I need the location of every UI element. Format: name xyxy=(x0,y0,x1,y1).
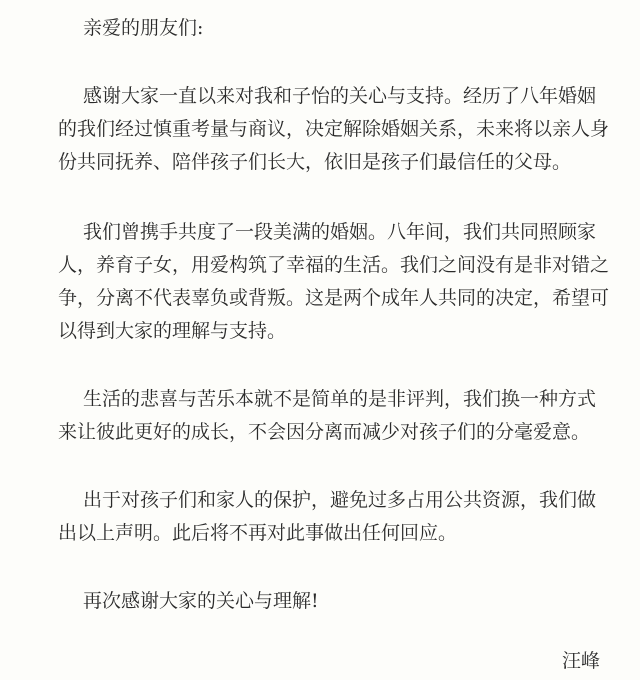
greeting: 亲爱的朋友们: xyxy=(83,17,204,39)
closing-line: 再次感谢大家的关心与理解! xyxy=(83,590,319,612)
paragraph-2-line-1: 我们曾携手共度了一段美满的婚姻。八年间，我们共同照顾家 xyxy=(83,221,597,243)
paragraph-1-line-1: 感谢大家一直以来对我和子怡的关心与支持。经历了八年婚姻 xyxy=(83,85,597,107)
paragraph-2-line-4: 以得到大家的理解与支持。 xyxy=(58,320,287,342)
paragraph-2-line-3: 争，分离不代表辜负或背叛。这是两个成年人共同的决定，希望可 xyxy=(58,287,610,309)
paragraph-3-line-2: 来让彼此更好的成长，不会因分离而减少对孩子们的分毫爱意。 xyxy=(58,421,591,443)
paragraph-2-line-2: 人，养育子女，用爱构筑了幸福的生活。我们之间没有是非对错之 xyxy=(58,254,610,276)
paragraph-4-line-2: 出以上声明。此后将不再对此事做出任何回应。 xyxy=(58,522,458,544)
paragraph-1-line-3: 份共同抚养、陪伴孩子们长大，依旧是孩子们最信任的父母。 xyxy=(58,151,572,173)
paragraph-3-line-1: 生活的悲喜与苦乐本就不是简单的是非评判，我们换一种方式 xyxy=(83,388,597,410)
paragraph-4-line-1: 出于对孩子们和家人的保护，避免过多占用公共资源，我们做 xyxy=(83,489,597,511)
signature: 汪峰 xyxy=(561,650,600,672)
paragraph-1-line-2: 的我们经过慎重考量与商议，决定解除婚姻关系，未来将以亲人身 xyxy=(58,118,610,140)
